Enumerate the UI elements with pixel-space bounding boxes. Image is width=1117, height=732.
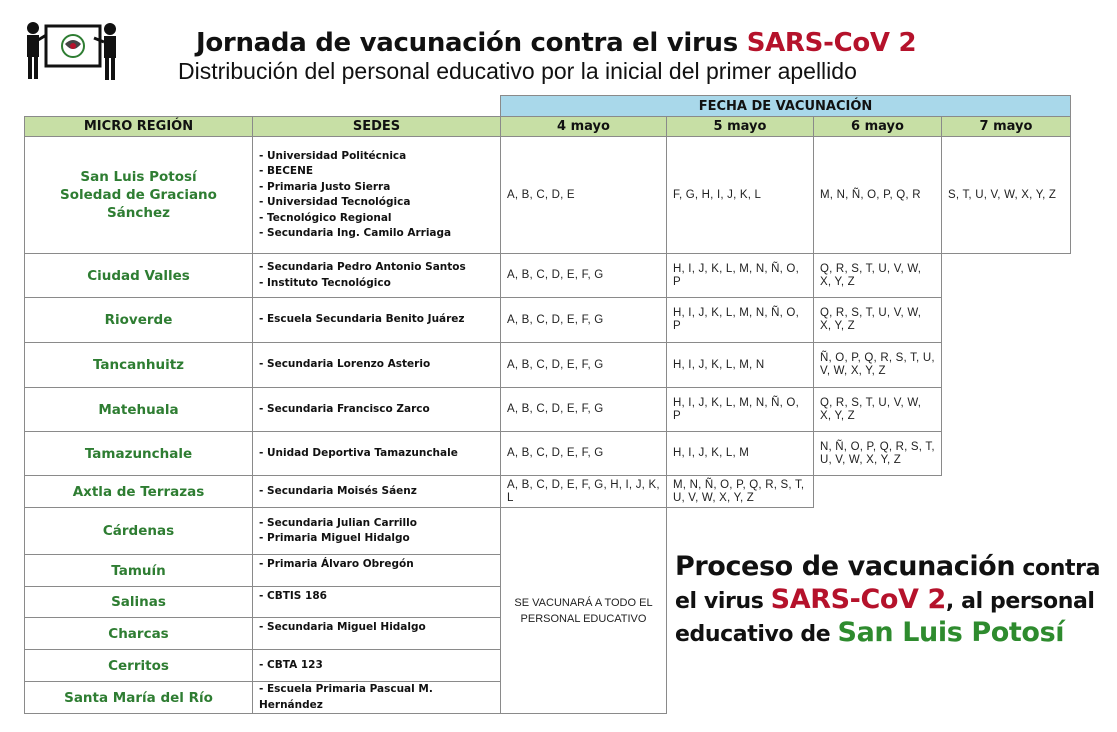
- col-date-4: 4 mayo: [501, 117, 667, 137]
- table-row: [25, 298, 1071, 343]
- region-cell: Ciudad Valles: [25, 254, 253, 298]
- region-cell: Tamazunchale: [25, 432, 253, 476]
- letters-5-mayo: M, N, Ñ, O, P, Q, R, S, T, U, V, W, X, Y, Z: [667, 476, 814, 508]
- letters-4-mayo: A, B, C, D, E, F, G: [501, 343, 667, 388]
- letters-4-mayo: A, B, C, D, E, F, G: [501, 432, 667, 476]
- all-personnel-note: SE VACUNARÁ A TODO EL PERSONAL EDUCATIVO: [501, 508, 667, 714]
- region-cell: Axtla de Terrazas: [25, 476, 253, 508]
- table-row: [25, 388, 1071, 432]
- letters-4-mayo: A, B, C, D, E, F, G: [501, 254, 667, 298]
- table-row: [25, 137, 1071, 254]
- region-cell: Charcas: [25, 618, 253, 650]
- col-date-7: 7 mayo: [942, 117, 1071, 137]
- sedes-cell: - CBTIS 186: [253, 587, 501, 618]
- title-virus: SARS-CoV 2: [746, 28, 917, 58]
- teachers-logo-icon: [22, 20, 124, 84]
- region-cell: Tamuín: [25, 555, 253, 587]
- sedes-cell: - Secundaria Moisés Sáenz: [253, 476, 501, 508]
- letters-5-mayo: H, I, J, K, L, M, N, Ñ, O, P: [667, 388, 814, 432]
- sedes-cell: - Primaria Álvaro Obregón: [253, 555, 501, 587]
- letters-7-mayo: S, T, U, V, W, X, Y, Z: [942, 137, 1071, 254]
- region-cell: Tancanhuitz: [25, 343, 253, 388]
- letters-4-mayo: A, B, C, D, E, F, G: [501, 388, 667, 432]
- letters-4-mayo: A, B, C, D, E, F, G: [501, 298, 667, 343]
- letters-6-mayo: M, N, Ñ, O, P, Q, R: [814, 137, 942, 254]
- sedes-cell: - Secundaria Miguel Hidalgo: [253, 618, 501, 650]
- col-date-5: 5 mayo: [667, 117, 814, 137]
- letters-5-mayo: H, I, J, K, L, M: [667, 432, 814, 476]
- sedes-cell: - Secundaria Lorenzo Asterio: [253, 343, 501, 388]
- sedes-cell: - Universidad Politécnica - BECENE - Primaria Justo Sierra - Universidad Tecnológica - Tecnológico Regional - Secundaria Ing. Camilo Arriaga: [253, 137, 501, 254]
- letters-6-mayo: Ñ, O, P, Q, R, S, T, U, V, W, X, Y, Z: [814, 343, 942, 388]
- letters-6-mayo: Q, R, S, T, U, V, W, X, Y, Z: [814, 298, 942, 343]
- sedes-cell: - CBTA 123: [253, 650, 501, 682]
- region-cell: Santa María del Río: [25, 682, 253, 714]
- table-row: [25, 508, 1071, 555]
- table-row: [25, 432, 1071, 476]
- col-micro-region: MICRO REGIÓN: [25, 117, 253, 137]
- letters-4-mayo: A, B, C, D, E, F, G, H, I, J, K, L: [501, 476, 667, 508]
- letters-6-mayo: N, Ñ, O, P, Q, R, S, T, U, V, W, X, Y, Z: [814, 432, 942, 476]
- letters-6-mayo: Q, R, S, T, U, V, W, X, Y, Z: [814, 254, 942, 298]
- letters-6-mayo: Q, R, S, T, U, V, W, X, Y, Z: [814, 388, 942, 432]
- region-cell: San Luis Potosí Soledad de Graciano Sánchez: [25, 137, 253, 254]
- sedes-cell: - Secundaria Francisco Zarco: [253, 388, 501, 432]
- letters-5-mayo: H, I, J, K, L, M, N, Ñ, O, P: [667, 298, 814, 343]
- letters-5-mayo: H, I, J, K, L, M, N: [667, 343, 814, 388]
- region-cell: Matehuala: [25, 388, 253, 432]
- fecha-header: FECHA DE VACUNACIÓN: [501, 96, 1071, 117]
- col-date-6: 6 mayo: [814, 117, 942, 137]
- sedes-cell: - Escuela Primaria Pascual M. Hernández: [253, 682, 501, 714]
- letters-4-mayo: A, B, C, D, E: [501, 137, 667, 254]
- letters-5-mayo: H, I, J, K, L, M, N, Ñ, O, P: [667, 254, 814, 298]
- col-sedes: SEDES: [253, 117, 501, 137]
- letters-5-mayo: F, G, H, I, J, K, L: [667, 137, 814, 254]
- region-cell: Cárdenas: [25, 508, 253, 555]
- sedes-cell: - Escuela Secundaria Benito Juárez: [253, 298, 501, 343]
- page-subtitle: Distribución del personal educativo por la inicial del primer apellido: [178, 58, 857, 84]
- page-title: Jornada de vacunación contra el virus SARS-CoV 2: [196, 28, 917, 58]
- process-statement: Proceso de vacunación contra el virus SARS-CoV 2, al personal educativo de San Luis Potosí: [675, 551, 1101, 648]
- region-cell: Salinas: [25, 587, 253, 618]
- table-row: [25, 254, 1071, 298]
- sedes-cell: - Secundaria Pedro Antonio Santos - Instituto Tecnológico: [253, 254, 501, 298]
- table-row: [25, 476, 1071, 508]
- sedes-cell: - Unidad Deportiva Tamazunchale: [253, 432, 501, 476]
- table-row: [25, 343, 1071, 388]
- region-cell: Rioverde: [25, 298, 253, 343]
- sedes-cell: - Secundaria Julian Carrillo - Primaria Miguel Hidalgo: [253, 508, 501, 555]
- region-cell: Cerritos: [25, 650, 253, 682]
